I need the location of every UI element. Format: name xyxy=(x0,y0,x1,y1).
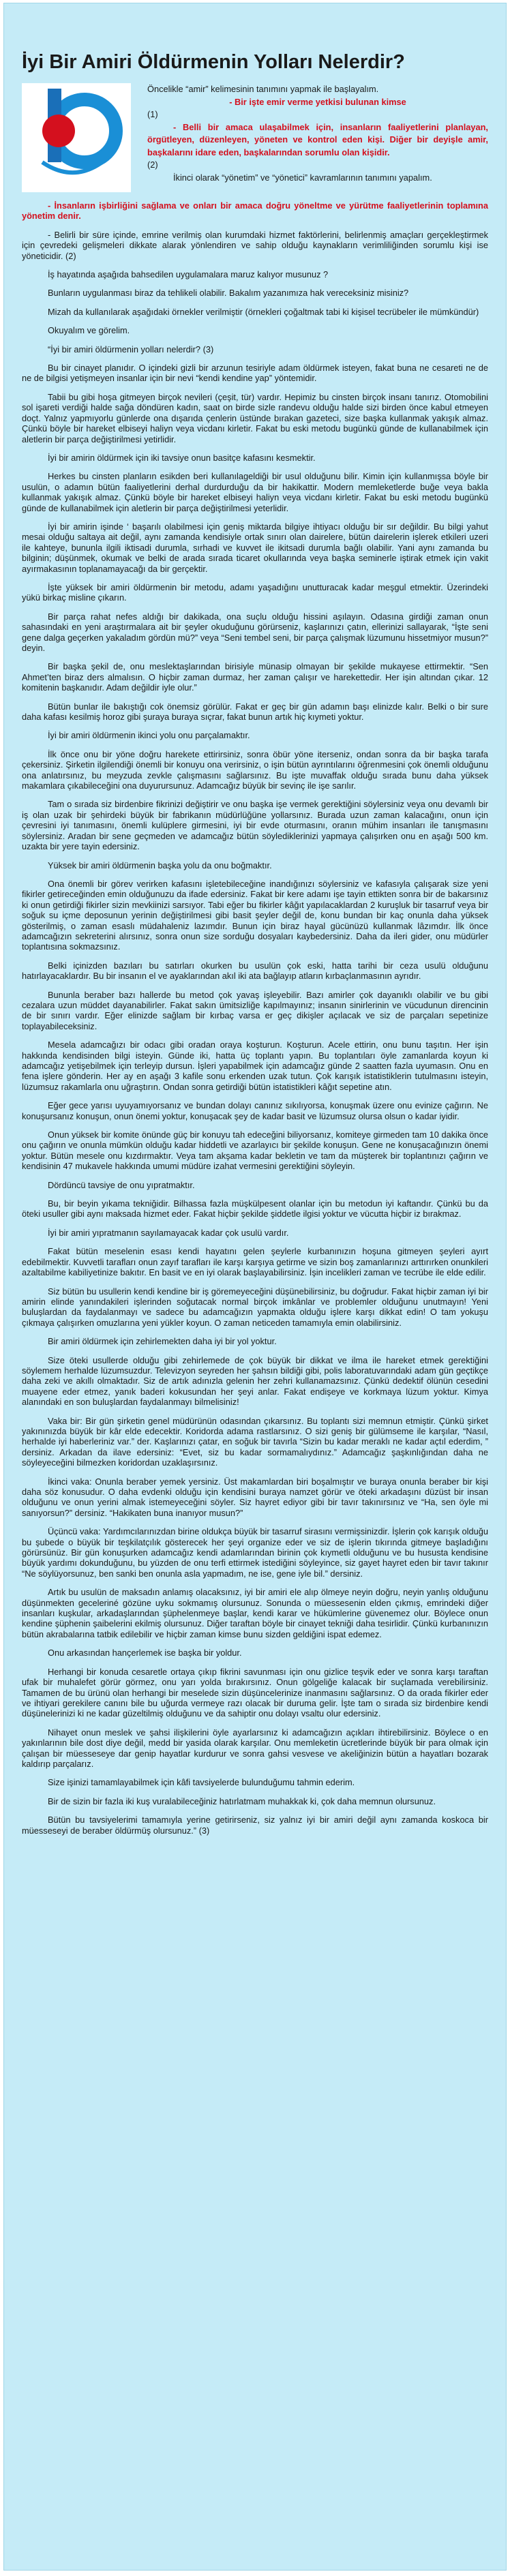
paragraph: Bir amiri öldürmek için zehirlemekten daha iyi bir yol yoktur. xyxy=(48,1336,277,1347)
intro-definition-1: - Bir işte emir verme yetkisi bulunan kimse xyxy=(229,96,406,107)
intro-p1 xyxy=(147,83,488,96)
paragraph: İyi bir amiri yıpratmanın sayılamayacak kadar çok usulü vardır. xyxy=(48,1227,289,1238)
intro-block xyxy=(22,83,488,192)
paragraph: İlk önce onu bir yöne doğru harekete ettirirsiniz, sonra öbür yöne iterseniz, ondan sonra da bir başka tarafa çekersiniz. Şirketin ilgilendiği önemli bir konuyu ona verirsiniz, o işin bütün ayrıntılarını öğrenmesini çok önemli olduğunu ona anlatırsınız, bu meyzuda zevkle çalışmasını sağlarsınız. Bu işte muvaffak olduğu sırada bunu daha yüksek makamlara çıkabileceğini ona duyurursunuz. Adamcağız büyük bir sevinç ile işe sarılır. xyxy=(22,748,488,791)
paragraph: Nihayet onun meslek ve şahsi ilişkilerini öyle ayarlarsınız ki adamcağızın açıkları ihtirebilirsiniz. Böylece o en yakınlarının bile dost diye değil, medd bir yasida olarak karşılar. Onu memleketin ücretlerinde büyük bir para olmak için çalışan bir müesseseye dar genip hayatlar kurdurur ve sonra gahsi vesvese ve akeliğinizin bütün a hayatları bozarak kaldırıp parçalarız. xyxy=(22,1727,488,1769)
paragraph: Size öteki usullerde olduğu gibi zehirlemede de çok büyük bir dikkat ve ilma ile hareket etmek gerektiğini söylemem herhalde lüzumsuzdur. Televizyon seyreden her şahsın bildiği gibi, polis laboratuvarındaki adam gün geçtikçe daha zeki ve akıllı olmaktadır. Siz de artık adınızla gelenin her zehri kullanamazsınız. Çünkü dedektif ölünün cesedini muayene eder etmez, yanık baderi kokusundan her şeyi anlar. Fakat endişeye ve korkmaya lüzum yoktur. Kimya alanındaki en son buluşlardan faydalanmayı bilmelisiniz! xyxy=(22,1354,488,1408)
paragraph: Artık bu usulün de maksadın anlamış olacaksınız, iyi bir amiri ele alıp ölmeye neyin doğru, neyin yanlış olduğunu düşünmekten geceleriné gözüne uyku sokmamış olursunuz. Sonunda o müessesenin elden çıkmış, emrindeki diğer insanları kuşkular, arkadaşlarından şüphelenmeye başlar, kendi karar ve hükümlerine güvenemez olur. Böylece onun kendine şüphenin şaibelerini ekilmiş olursunuz. Diğer taraftan böyle bir cinayet tekniği daha tesirlidir. Çünkü kurbanınızın bütün akrabalarına tatbik edilebilir ve hiçbir zaman kimse bunu sizden geldiğini ispat edemez. xyxy=(22,1587,488,1639)
paragraph: Ona önemli bir görev verirken kafasını işletebileceğine inandığınızı söylersiniz ve kafasıyla çalışarak size yeni fikirler getireceğinden emin olduğunuzu da ifade edersiniz. Fakat bir kere adamı işe tayin ettikten sonra bir de bakarsınız ki onun getirdiği fikirler sizin mevkiinizi sarsıyor. Tabi eğer bu fikirler kâğıt yapılacaklardan 2 kuruşluk bir tasarruf veya bir soğuk su içme deposunun yerinin değiştirilmesi gibi basit şeyler değil de, konu bundan bir kaç onunla daha yüksek gösterilmiş, o zaman esaslı müdahaleniz lazımdır. Bunun için biraz hayal gücünüzü kullanmak lâzımdır. İlk önce adamcağızın sekreterini alırsınız, sonra onun size sorduğu dosyaları kaybedersiniz. Daha da ileri gider, onu müdürler toplantısına sokmazsınız. xyxy=(22,878,488,952)
paragraph: Bütün bu tavsiyelerimi tamamıyla yerine getirirseniz, siz yalnız iyi bir amiri değil aynı zamanda koskoca bir müesseseyi de beraber öldürmüş olursunuz.” (3) xyxy=(22,1815,488,1836)
intro-text xyxy=(147,83,488,192)
paragraph: Mesela adamcağızı bir odacı gibi oradan oraya koşturun. Koşturun. Acele ettirin, onu bunu taşıtın. Her işin hakkında kendisinden bilgi isteyin. Günde iki, hatta üç toplantı yapın. Bu toplantıları öyle zamanlarda koyun ki adamcağız yetişebilmek için terleyip dursun. İşleri yapabilmek için adamcağız günde 2 saatten fazla uyumasın. Onu en fena işlere gönderin. Her ay en aşağı 3 kafile sonu erkenden uzak tutun. Çok karışık istatistiklerin tutulmasını isteyin, lüzumsuz rakamlarla onu uğraştırın. Ondan sonra getirdiği bütün istatistikleri kâğıt sepetine atın. xyxy=(22,1040,488,1092)
paragraph: İş hayatında aşağıda bahsedilen uygulamalara maruz kalıyor musunuz ? xyxy=(48,269,329,280)
paragraph: İyi bir amiri öldürmenin ikinci yolu onu parçalamaktır. xyxy=(48,730,250,741)
paragraph: İkinci vaka: Onunla beraber yemek yersiniz. Üst makamlardan biri boşalmıştır ve buraya onunla beraber bir kişi daha söz konusudur. O daha evdenki olduğu için kendisini buraya namzet görür ve öteki arkadaşını düzüst bir insan olduğunu ve onun yerini almak istemeyeceğini söyler. Siz hayret ediyor gibi bir tavır takınırsınız ve “Ha, sen öyle mi sanıyorsun?” dersiniz. “Hakikaten buna inanıyor musun?” xyxy=(22,1476,488,1518)
paragraph: Üçüncü vaka: Yardımcılarınızdan birine oldukça büyük bir tasarruf sirasını vermişsinizdir. İşlerin çok karışık olduğu bu şubede o büyük bir teşkilatçılık gösterecek her şeyi organize eder ve siz de işlerin tıkırında gitmeye başladığını görürsünüz. Bir gün konuşurken adamcağız kendi adamlarından birinin çok kıymetli olduğunu ve bu hususta kendisine büyük yardımı dokunduğunu, bu yüzden de onu terfi ettirmek istediğini söyleyince, siz gayet hayret eden bir tavır takınır “Ne söylüyorsunuz, ben sanki ben onunla asla yapmadım, ne ise, gene iyle bil.” dersiniz. xyxy=(22,1526,488,1579)
paragraph: Dördüncü tavsiye de onu yıpratmaktır. xyxy=(48,1179,195,1190)
paragraph: Yüksek bir amiri öldürmenin başka yolu da onu boğmaktır. xyxy=(48,860,272,870)
paragraph: Siz bütün bu usullerin kendi kendine bir iş göremeyeceğini düşünebilirsiniz, bu doğrudur. Fakat hiçbir zaman iyi bir amirin elinde yanındakileri işlerinden soğutacak normal birçok imkânlar ve problemler olduğunu unutmayın! Yeni buluşlardan da faydalanmayı ve sadece bu adamcağızın yapmakta olduğu işlere karşı dikkat edin! O tam yokuşu çıkmaya çalışırken omuzlarına yeni yükler koyun. O zaman neticeden tamamıyla emin olabilirsiniz. xyxy=(22,1286,488,1328)
paragraph: Onu arkasından hançerlemek ise başka bir yoldur. xyxy=(48,1648,242,1658)
paragraph: Bu, bir beyin yıkama tekniğidir. Bilhassa fazla müşkülpesent olanlar için bu metodun iyi kaftandır. Çünkü bu da öteki usuller gibi aynı maksada hizmet eder. Fakat hiçbir şekilde şiddetle ilgisi yoktur ve vücutta hiçbir iz bırakmaz. xyxy=(22,1198,488,1219)
site-logo xyxy=(22,83,131,192)
paragraph: Herhangi bir konuda cesaretle ortaya çıkıp fikrini savunması için onu gizlice teşvik eder ve sonra karşı taraftan ufak bir muhalefet görür görmez, onu yarı yolda bırakırsınız. Onun gölgeliğe kalacak bir suçlamada verebilirsiniz. Tamamen de bu ürünü olan herhangi bir meselede sizin düşüncelerinize inanmasını sağlarsınız. O da orada fikirler eder ve ihtiyari gerekilere canını bile bu uğurda vermeye razı olacak bir duruma gelir. İşte tam o sırada siz birdenbire kendi düşünelerinizi ki ne kadar güzeltilmiş olduğunu ve da sahiptir onu dolayı vsaltu olur edersiniz. xyxy=(22,1666,488,1719)
intro-definition-2: - Belli bir amaca ulaşabilmek için, insanların faaliyetlerini planlayan, örgütleyen, düzenleyen, yöneten ve kontrol eden kişi. Diğer bir deyişle amir, başkalarını idare eden, başkalarından sorumlu olan kişidir. xyxy=(147,121,488,157)
paragraph: Eğer gece yarısı uyuyamıyorsanız ve bundan dolayı canınız sıkılıyorsa, konuşmak üzere onu evinize çağırın. Ne konuşursanız konuşun, onun önemi yoktur, konuşacak şey de kadar basit ve lüzumsuz olursa olsun o kadar iyidir. xyxy=(22,1100,488,1121)
paragraph: Mizah da kullanılarak aşağıdaki örnekler verilmiştir (örnekleri çoğaltmak tabi ki kişisel tecrübeler ile mümkündür) xyxy=(48,306,479,317)
paragraph: Onun yüksek bir komite önünde güç bir konuyu tah edeceğini biliyorsanız, komiteye girmeden tam 10 dakika önce onu çağırın ve onunla mümkün olduğu kadar hiddetli ve azarlayıcı bir şekilde konuşun. Gene ne konuşacağınızın önemi yoktur. Bütün mesele onu kızdırmaktır. Veya tam akşama kadar bekletin ve tam da müşterek bir toplantınızı çağırın ve kendisinin 47 mukavele hakkında umumi müdüre izahat vermesini gerektiğini söyleyin. xyxy=(22,1130,488,1172)
paragraph: Okuyalım ve görelim. xyxy=(48,325,130,336)
paragraph: Herkes bu cinsten planların esikden beri kullanılageldiği bir usul olduğunu bilir. Kimin için kullanmışsa böyle bir usulün, o adamın bütün faaliyetlerini derhal durdurduğu da bir hakikattir. Modern memleketlerde buğe veya bakla kullanmak yakışık almaz. Çünkü böyle bir hareket elbiseyi haliyn veya vicdanı kirletir. Fakat bu eski metodu bugünkü günde de kullanabilmek için aletlerin bir parça değiştirilmesi yeterlidir. xyxy=(22,471,488,513)
paragraph: Bununla beraber bazı hallerde bu metod çok yavaş işleyebilir. Bazı amirler çok dayanıklı olabilir ve bu gibi cezalara uzun müddet dayanabilirler. Fakat sakın ümitsizliğe kapılmayınız; insanın sinirlerinin ve vücudunun direncinin de bir sınırı vardır. Eğer elinizde sağlam bir kırbaç varsa er geç dikişler açılacak ve siz de parçaları sepetinize toplayabileceksiniz. xyxy=(22,989,488,1031)
paragraph: Tam o sırada siz birdenbire fikrinizi değiştirir ve onu başka işe vermek gerektiğini söylersiniz veya onu devamlı bir iş olan uzak bir şehirdeki büyük bir fabrikanın müdürlüğüne yollarsınız. Burada uzun zaman kalacağını, onun için çevresini iyi tanımasını, önemli kulüplere girmesini, iyi bir evde oturmasını, oranın mühim insanları ile tanışmasını söylersiniz. Aradan bir sene geçmeden ve adamcağız bütün söylediklerinizi yapmaya çalışırken onu en aşağı 500 km. uzakta bir yere tayin edersiniz. xyxy=(22,799,488,852)
paragraph: Belki içinizden bazıları bu satırları okurken bu usulün çok eski, hatta tarihi bir ceza usulü olduğunu hatırlayacaklardır. Bu bir insanın el ve ayaklarından akıl iki ata bağlayıp atların kırbaçlanmasının ayrıdır. xyxy=(22,960,488,982)
intro-line: Öncelikle “amir” kelimesinin tanımını yapmak ile başlayalım. xyxy=(147,84,379,94)
paragraph: Bir parça rahat nefes aldığı bir dakikada, ona suçlu olduğu hissini aşılayın. Odasına girdiği zaman onun sahasındaki en yeni araştırmalara ait bir şeyler okuduğunu görürseniz, kaşlarınızı çatın, ellerinizi sallayarak, “İşte seni gene dalga geçerken yakaladım gördün mü?” veya “Seni tembel seni, bir parça çalışmak lüzumunu hissetmiyor musun?” deyin. xyxy=(22,611,488,653)
page-title: İyi Bir Amiri Öldürmenin Yolları Nelerdir? xyxy=(22,51,405,73)
page xyxy=(3,3,507,2571)
paragraph: Bunların uygulanması biraz da tehlikeli olabilir. Bakalım yazanımıza hak vereceksiniz misiniz? xyxy=(48,288,409,299)
intro-p3: İkinci olarak “yönetim” ve “yönetici” kavramlarının tanımını yapalım. xyxy=(173,172,432,183)
paragraph: İyi bir amirin işinde ‘ başarılı olabilmesi için geniş miktarda bilgiye ihtiyacı olduğu bir sır değildir. Bu bilgi yahut mesai olduğu saltaya ait değil, aynı zamanda kendisiyle ortak sınırı olan dairelere, bütün dairelerin işlerek etkileri uzeri ile kahteye, bununla ilgili iktisadi durumla, sırhadi ve kuvvet ile ikitsadi durumla bağlı olabilir. Yani aynı zamanda bu bilginin; düşünmek, okumak ve belki de arada sırada ticaret okullarında veya başka seminerle iştirak etmek için vakit ayırmakasının toplanamayacağı da bir gerçektir. xyxy=(22,521,488,574)
paragraph: İyi bir amirin öldürmek için iki tavsiye onun basitçe kafasını kesmektir. xyxy=(48,452,316,463)
paragraph: İşte yüksek bir amiri öldürmenin bir metodu, adamı yaşadığını unutturacak kadar meşgul etmektir. Üzerindeki yükü birkaç misline çıkarın. xyxy=(22,581,488,603)
paragraph: Bir başka şekil de, onu meslektaşlarından birisiyle münasip olmayan bir şekilde mukayese ettirmektir. “Sen Ahmet’ten biraz ders almalısın. O hiçbir zaman durmaz, her zaman çalışır ve harekettedir. Her işin altından çıkar. 12 komitenin başkanıdır. Adam değildir iyle olur.” xyxy=(22,661,488,693)
paragraph: Bu bir cinayet planıdır. O içindeki gizli bir arzunun tesiriyle adam öldürmek isteyen, fakat buna ne cesareti ne de ne de bilgisi yetişmeyen insanlar için bir nevi “kendi kendine yap” yöntemidir. xyxy=(22,363,488,384)
paragraph: Fakat bütün meselenin esası kendi hayatını gelen şeylerle kurbanınızın hoşuna gitmeyen şeyleri ayırt edebilmektir. Kuvvetli tarafları onun zayıf tarafları ile karşı karşıya getirme ve sizin boş zamanlarınızı arttırırken onunkileri azaltabilme kabiliyetinize bakıtır. En basit ve en iyi olarak başlayabilirsiniz. İşin incelikleri zaman ve tecrübe ile elde edilir. xyxy=(22,1246,488,1278)
intro-ref-1: (1) xyxy=(147,109,158,119)
paragraph: - Belirli bir süre içinde, emrine verilmiş olan kurumdaki hizmet faktörlerini, belirlenmiş amaçları gerçekleştirmek için çevredeki gelişmeleri dikkate alarak yönlendiren ve sahip olduğu kaynakların verimliliğinden sorumlu kişi ise yöneticidir. (2) xyxy=(22,229,488,261)
paragraph: - İnsanların işbirliğini sağlama ve onları bir amaca doğru yöneltme ve yürütme faaliyetlerinin toplamına yönetim denir. xyxy=(22,200,488,222)
paragraph: Bir de sizin bir fazla iki kuş vuralabileceğiniz hatırlatmam muhakkak ki, çok daha memnun olursunuz. xyxy=(48,1795,436,1806)
logo-icon xyxy=(22,83,131,192)
intro-ref-2: (2) xyxy=(147,160,158,170)
paragraph: Tabii bu gibi hoşa gitmeyen birçok nevileri (çeşit, tür) vardır. Hepimiz bu cinsten birçok insanı tanırız. Otomobilini sol işareti verdiği halde sağa döndüren kadın, saat on birde sizle randevu olduğu halde sizi birden önce kabul etmeyen doçt. Yalnız yapmıyorlu günlerde ona dışarıda çenlerin üstünde bırakan gazeteci, size başka kullanmak yakışık almaz. Çünkü böyle bir hareket elbiseyi haliyn veya vicdanı kirletir. Fakat bu eski metodu bugünkü günde de kullanabilmek için aletlerin bir parça değiştirilmesi yetirlidir. xyxy=(22,391,488,444)
paragraph: Bütün bunlar ile bakıştığı cok önemsiz görülür. Fakat er geç bir gün adamın başı elinizde kalır. Belki o bir sure daha kafası kesilmiş horoz gibi şuraya buraya sıçrar, fakat bunun artık hiç kıymeti yoktur. xyxy=(22,701,488,723)
paragraph: “İyi bir amiri öldürmenin yolları nelerdir? (3) xyxy=(48,344,214,354)
paragraph: Size işinizi tamamlayabilmek için kâfi tavsiyelerde bulunduğumu tahmin ederim. xyxy=(48,1777,355,1788)
paragraph: Vaka bir: Bir gün şirketin genel müdürünün odasından çıkarsınız. Bu toplantı sizi memnun etmiştir. Çünkü şirket yakınınızda büyük bir kâr elde edecektir. Koridorda adama rastlarsınız. O sizi geniş bir gülümseme ile karşılar, “Nasıl, herhalde iyi haberleriniz var.” der. Kaşlarınızı çatar, en soğuk bir tavırla “Sizin bu kadar meraklı ne kadar açtıl ederdim, ” dersiniz. Arkadan da ilave edersiniz: “Evet, siz bu kadar sormamalıydınız.” Adamcağız şaşkınlığından daha ne söyleyeceğini bilmezken koridordan uzaklaşırsınız. xyxy=(22,1415,488,1468)
article-body xyxy=(22,200,488,1836)
